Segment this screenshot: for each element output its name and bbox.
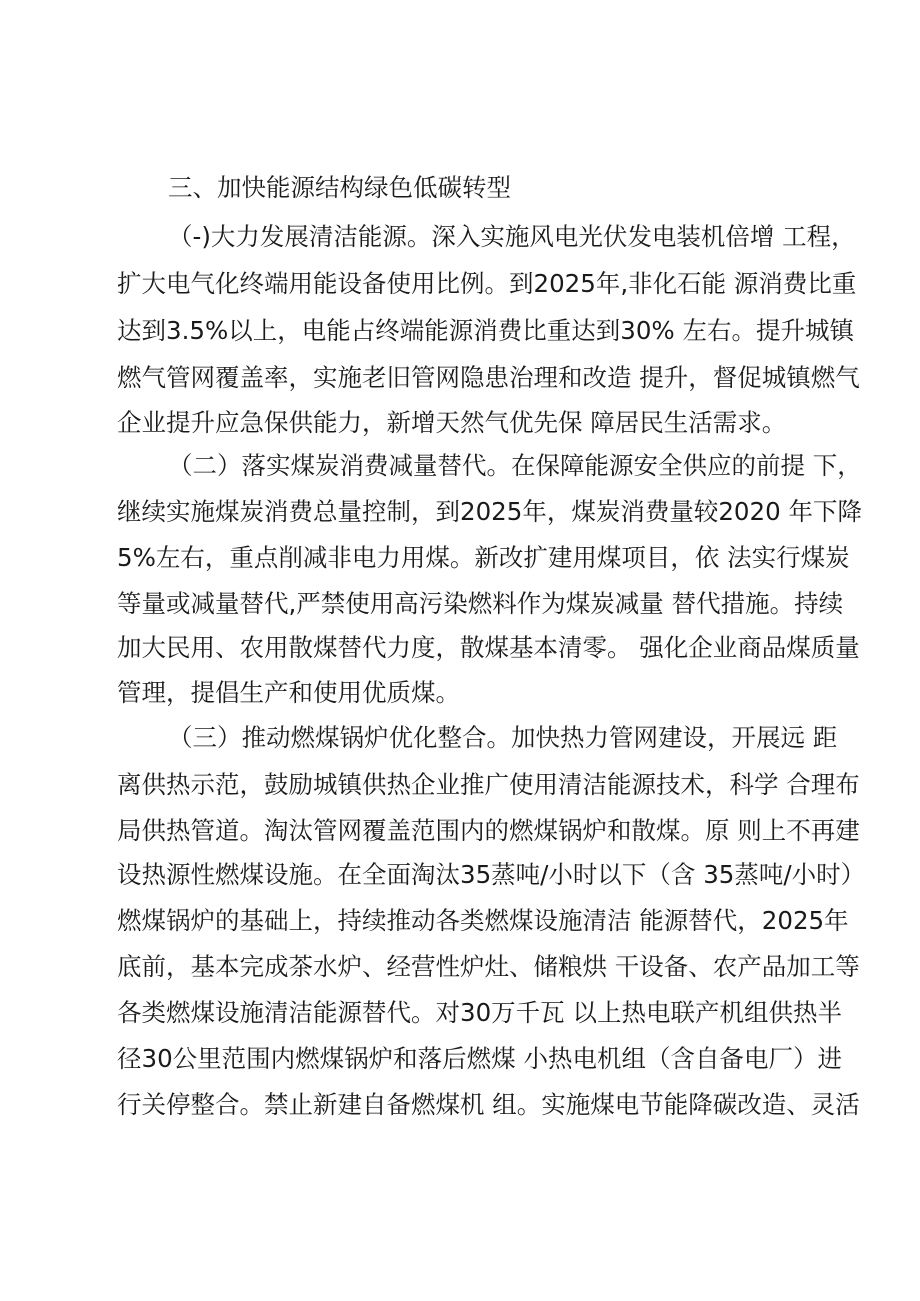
paragraph-3-line-8: 径30公里范围内燃煤锅炉和落后燃煤 小热电机组（含自备电厂）进: [117, 1044, 842, 1073]
paragraph-1-line-5: 企业提升应急保供能力，新增天然气优先保 障居民生活需求。: [117, 408, 787, 437]
paragraph-2-line-3: 5%左右，重点削减非电力用煤。新改扩建用煤项目，依 法实行煤炭: [117, 543, 850, 572]
paragraph-2-line-5: 加大民用、农用散煤替代力度，散煤基本清零。 强化企业商品煤质量: [117, 633, 860, 662]
paragraph-2-line-2: 继续实施煤炭消费总量控制，到2025年，煤炭消费量较2020 年下降: [117, 497, 862, 526]
paragraph-3-line-4: 设热源性燃煤设施。在全面淘汰35蒸吨/小时以下（含 35蒸吨/小时）: [117, 860, 866, 889]
paragraph-3-line-5: 燃煤锅炉的基础上，持续推动各类燃煤设施清洁 能源替代，2025年: [117, 906, 849, 935]
paragraph-3-line-2: 离供热示范，鼓励城镇供热企业推广使用清洁能源技术，科学 合理布: [117, 770, 860, 799]
paragraph-3-line-3: 局供热管道。淘汰管网覆盖范围内的燃煤锅炉和散煤。原 则上不再建: [117, 816, 860, 845]
paragraph-2-line-1: （二）落实煤炭消费减量替代。在保障能源安全供应的前提 下，: [168, 451, 862, 480]
paragraph-1-line-3: 达到3.5%以上，电能占终端能源消费比重达到30% 左右。提升城镇: [117, 316, 854, 345]
paragraph-3-line-6: 底前，基本完成茶水炉、经营性炉灶、储粮烘 干设备、农产品加工等: [117, 952, 860, 981]
paragraph-1-line-4: 燃气管网覆盖率，实施老旧管网隐患治理和改造 提升，督促城镇燃气: [117, 363, 860, 392]
paragraph-2-line-6: 管理，提倡生产和使用优质煤。: [117, 678, 460, 707]
paragraph-3-line-7: 各类燃煤设施清洁能源替代。对30万千瓦 以上热电联产机组供热半: [117, 998, 842, 1027]
paragraph-3-line-1: （三）推动燃煤锅炉优化整合。加快热力管网建设，开展远 距: [168, 723, 838, 752]
paragraph-3-line-9: 行关停整合。禁止新建自备燃煤机 组。实施煤电节能降碳改造、灵活: [117, 1090, 860, 1119]
section-heading: 三、加快能源结构绿色低碳转型: [168, 173, 511, 202]
paragraph-1-line-1: （-)大力发展清洁能源。深入实施风电光伏发电装机倍增 工程，: [168, 222, 856, 251]
paragraph-1-line-2: 扩大电气化终端用能设备使用比例。到2025年,非化石能 源消费比重: [117, 269, 857, 298]
paragraph-2-line-4: 等量或减量替代,严禁使用高污染燃料作为煤炭减量 替代措施。持续: [117, 589, 844, 618]
